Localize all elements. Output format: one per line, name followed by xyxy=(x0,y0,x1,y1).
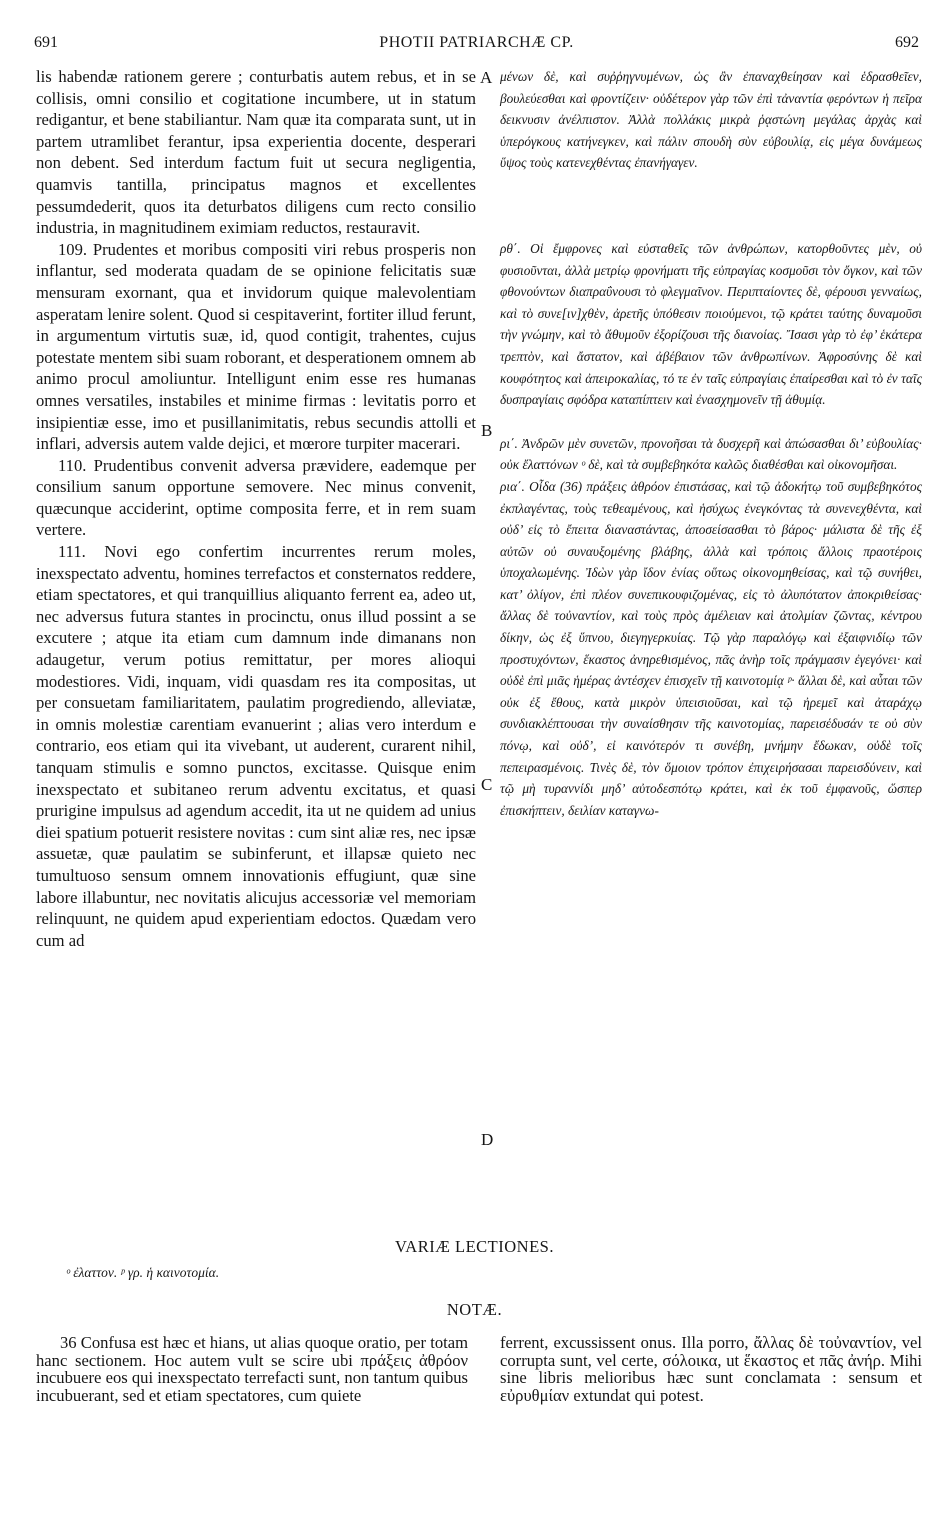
latin-paragraph: 109. Prudentes et moribus compositi viri rebus prosperis non inflantur, sed moderata quadam de se opinione felicitatis suæ mensuram exornant, qua et invidorum quique malevolentiam asperatam lenire solent. Quod si cespitaverint, fortiter illud ferunt, in argumentum virtutis suæ, id, quod contigit, trahentes, cujus potestate mentem sibi suam roborant, et desperationem omnem ab animo procul amoliuntur. Intelligunt enim esse res humanas omnes versatiles, instabiles et minime firmas : levitatis porro et insipientiæ esse, imo et pusillanimitatis, rebus secundis attolli et inflari, adversis autem valde dejici, et mœrore turpiter macerari. xyxy=(36,239,476,454)
greek-column xyxy=(500,66,922,821)
greek-paragraph: ρια΄. Οἶδα (36) πράξεις ἀθρόον ἐπιστάσας, καὶ τῷ ἀδοκήτῳ τοῦ συμβεβηκότος ἐκπλαγέντας, τοὺς τεθεαμένους, καὶ ἡσύχως ἐνεγκόντας τὰ συνενεχθέντα, καὶ οὐδ’ εἰς τὸ ἔπειτα διαναστάντας, ἀποσείσασθαι τὸ βάρος· μάλιστα δὲ τῆς ἐξ αὐτῶν οὐ συναυξομένης βλάβης, ἀλλὰ καὶ τρόποις ἄλλοις πραοτέροις ὑποχαλωμένης. Ἰδὼν γὰρ ἴδον ἐνίας οὕτως οἰκονομηθείσας, καὶ τῷ συνήθει, κατ’ ὀλίγον, ἐπὶ πλέον συνεπικουφιζομένας, εἰς τὸ ἀλυπότατον ἀποκριθείσας· ἄλλας δὲ τοὐναντίον, καὶ τοὺς πρὸς ἀμέλειαν καὶ ἀτολμίαν ζῶντας, κέντρου δίκην, ὡς ἐξ ὕπνου, διεγηγερκυίας. Τῷ γὰρ παραλόγῳ καὶ ἐξαιφνιδίῳ τῶν προστυχόντων, ἕκαστος ἀνηρεθισμένος, πᾶς ἀνὴρ τοῖς πράγμασιν ἐγεγόνει· καὶ οὐδὲ ἐπὶ μιᾶς ἡμέρας ἀντέσχεν ἐπισχεῖν τῇ καινοτομίᾳ ᵖ· ἄλλαι δὲ, καὶ αὗται τῶν οὐκ ἐξ ἔθους, κατὰ μικρὸν ὑπεισιοῦσαι, καὶ τῷ ἠρεμεῖ καὶ ἀταράχῳ συνδιακλέπτουσαι τὴν συναίσθησιν τῆς καινοτομίας, παρεισέδυσάν τε οὐ σὺν πόνῳ, καὶ οὐδ’, εἰ καινότερόν τι συνέβη, μνήμην ἔδωκαν, οὐδὲ τοῖς πεπειρασμένοις. Τινὲς δὲ, τὸν ὅμοιον τρόπον ἐπιχειρήσασαι παρεισδύνειν, καὶ τῷ μὴ τυραννίδι μηδ’ αὐτοδεσπότῳ κράτει, καὶ ἐκ τοῦ ἐμφανοῦς, ὥσπερ ἐπισκήπτειν, δειλίαν καταγνω- xyxy=(500,478,922,818)
margin-letter-d: D xyxy=(481,1130,494,1149)
margin-letter-a: A xyxy=(480,68,493,87)
latin-paragraph: 111. Novi ego confertim incurrentes rerum moles, inexspectato adventu, homines terrefactos et consternatos reddere, etiam spectatores, et qui tranquillius aliquanto ferrent ea, adeo ut, nec adversus futura stantes in procinctu, onus illud possint a se excutere ; atque ita etiam cum damnum inde dimanans non adaugetur, verum potius remittatur, per mores alioqui modestiores. Vidi, inquam, vidi quasdam res ita compositas, ut per consuetam familiaritatem, paulatim progrediendo, alleviatæ, in omnis molestiæ carentiam evanuerint ; alias vero interdum e contrario, eos etiam qui ita vivebant, ut auderent, curarent nihil, tanquam stimulis e somno punctos, excitasse. Quisque enim inexspectato et subitaneo rerum adventu excitatus, et quasi prurigine impulsus ad agendum accedit, ita ut ne quidem ad unius diei spatium potuerit resistere novitas : cum sint aliæ res, nec ipsæ assuetæ, quæ paulatim se subinferunt, et illapsæ quieto nec tumultuoso sensum omnem innovationis effugiunt, quæ sine labore illabuntur, nec novitatis alicujus accessoriæ vel memoriam relinquunt, ne quidem apud experientiam edoctos. Quædam vero cum ad xyxy=(36,542,476,950)
page-number-right: 692 xyxy=(895,34,919,51)
greek-paragraph: ρι΄. Ἀνδρῶν μὲν συνετῶν, προνοῆσαι τὰ δυσχερῆ καὶ ἀπώσασθαι δι’ εὐβουλίας· οὐκ ἔλαττόνων ᵒ δὲ, καὶ τὰ συμβεβηκότα καλῶς διαθέσθαι καὶ οἰκονομῆσαι. xyxy=(500,435,922,473)
latin-paragraph: lis habendæ rationem gerere ; conturbatis autem rebus, et in se collisis, omni consilio et cogitatione incumbere, ut in statum redigantur, et bene stabiliantur. Nam quæ ita comparata sunt, ut in partem utramlibet ferantur, ipsa experientia docente, desperari non debent. Sed interdum factum fuit ut secura negligentia, quamvis tantilla, principatus magnos et excellentes pessumdederit, quos ita deturbatos diligens cum recto consilio industria, in magnitudinem eximiam reductos, restauravit. xyxy=(36,67,476,238)
note-right-column xyxy=(500,1334,922,1404)
latin-paragraph: 110. Prudentibus convenit adversa prævidere, eademque per consilium sanum opportune semovere. Nec minus convenit, quæcunque acciderint, optime composita ferre, et in rem suam vertere. xyxy=(36,455,476,540)
notae-title: NOTÆ. xyxy=(446,1300,503,1319)
note-text: ferrent, excussissent onus. Illa porro, ἄλλας δὲ τοὐναντίον, vel corrupta sunt, vel certe, σόλοικα, ut ἕκαστος et πᾶς ἀνήρ. Mihi sine libris melioribus hæc sunt conclamata : sensum et εὐρυθμίαν extundat qui potest. xyxy=(500,1333,922,1405)
running-header xyxy=(34,34,919,60)
greek-paragraph: μένων δὲ, καὶ συῤῥηγνυμένων, ὡς ἂν ἐπαναχθείησαν καὶ ἑδρασθεῖεν, βουλεύεσθαι καὶ φροντίζειν· οὐδέτερον γὰρ τῶν ἐπὶ τἀναντία φερόντων ἡ πεῖρα δεικνυσιν ἀνέλπιστον. Ἀλλὰ πολλάκις μικρὰ ῥᾳστώνη μεγάλας ἀρχὰς καὶ ὑπερόγκους κατήνεγκεν, καὶ πάλιν σπουδὴ σὺν εὐβουλίᾳ, εἰς μέγα δυνάμεως ὕψος τοὺς κατενεχθέντας ἐπανήγαγεν. xyxy=(500,69,922,171)
variae-text: ᵒ ἐλαττον. ᵖ γρ. ἡ καινοτομία. xyxy=(66,1265,220,1280)
page-number-left: 691 xyxy=(34,34,58,51)
latin-column xyxy=(36,66,476,951)
variae-title: VARIÆ LECTIONES. xyxy=(395,1237,554,1256)
margin-letter-b: B xyxy=(481,421,493,440)
note-left-column xyxy=(36,1334,468,1404)
note-text: 36 Confusa est hæc et hians, ut alias quoque oratio, per totam hanc sectionem. Hoc autem vult se scire ubi πράξεις ἀθρόον incubuere eos qui inexspectato terrefacti sunt, non tantum quibus incubuerant, sed et etiam spectatores, cum quiete xyxy=(36,1333,468,1405)
margin-letter-c: C xyxy=(481,775,493,794)
greek-paragraph: ρθ΄. Οἱ ἔμφρονες καὶ εὐσταθεῖς τῶν ἀνθρώπων, κατορθοῦντες μὲν, οὐ φυσιοῦνται, ἀλλὰ μετρίῳ φρονήματι τῆς εὐπραγίας κοσμοῦσι τὸν ὄγκον, καὶ τῶν φθονούντων διαπραΰνουσι τὸ φλεγμαῖνον. Περιπταίοντες δὲ, φέρουσι γενναίως, καὶ τὸ συνε[ιν]χθὲν, ἀρετῆς ὑπόθεσιν ποιούμενοι, τῷ κράτει ταύτης δυναμοῦσι τὴν γνώμην, καὶ τὸ ἄθυμοῦν ἐξορίζουσι τῆς διανοίας. Ἴσασι γὰρ τὸ ἐφ’ ἑκάτερα τρεπτὸν, καὶ ἄστατον, καὶ ἀβέβαιον τῶν ἀνθρωπίνων. Ἀφροσύνης δὲ καὶ κουφότητος καὶ ἀπειροκαλίας, τό τε ἐν ταῖς εὐπραγίαις ἐπαίρεσθαι καὶ τὸ ἐν ταῖς δυσπραγίαις σφόδρα καταπίπτειν καὶ ἐνασχημονεῖν τῇ ἀθυμίᾳ. xyxy=(500,240,922,408)
running-title: PHOTII PATRIARCHÆ CP. xyxy=(379,34,574,51)
